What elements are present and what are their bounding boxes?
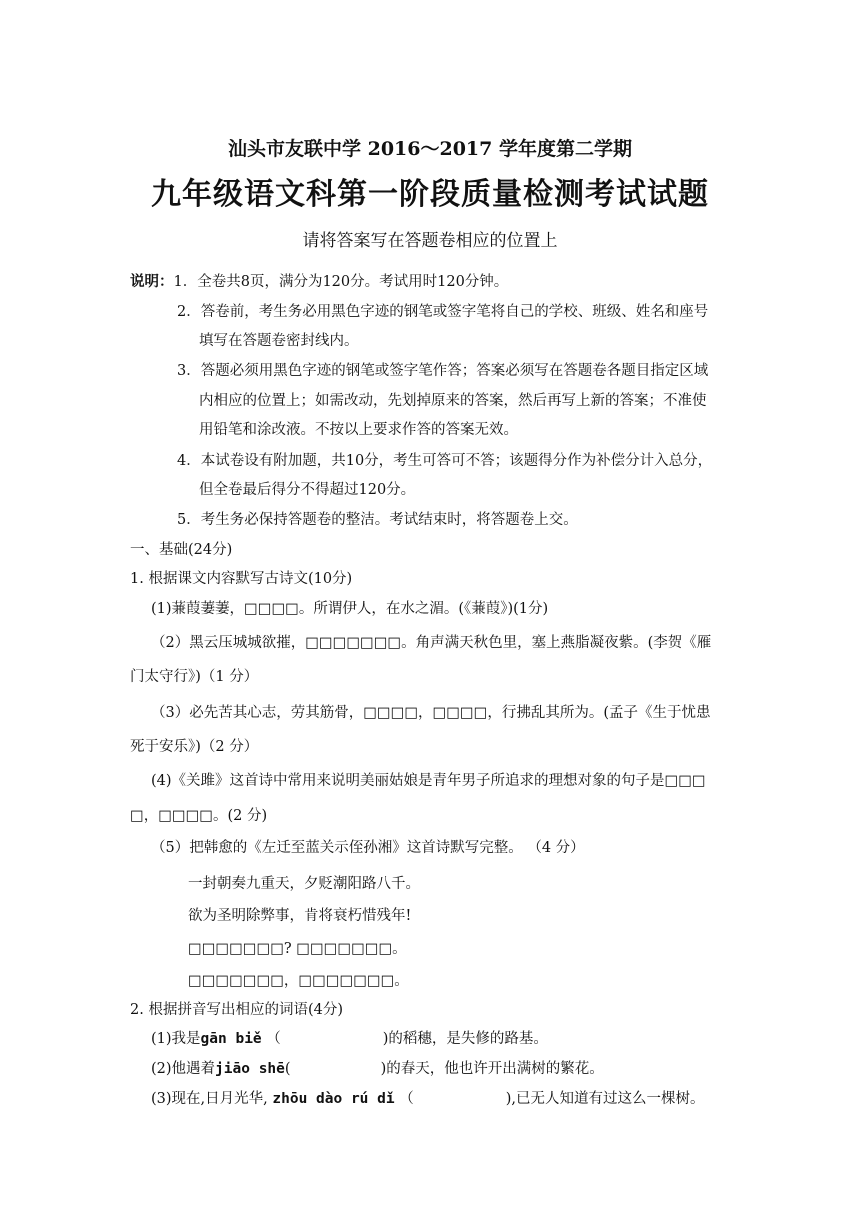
question-2-1-prefix: (1)我是 bbox=[151, 1031, 201, 1047]
question-2-3-pinyin: zhōu dào rú dǐ bbox=[272, 1091, 395, 1107]
notes-item-1-text: 1．全卷共8页，满分为120分。考试用时120分钟。 bbox=[173, 274, 509, 290]
question-1-4-line-1: (4)《关雎》这首诗中常用来说明美丽姑娘是青年男子所追求的理想对象的句子是□□□ bbox=[151, 773, 706, 789]
notes-item-1 bbox=[130, 272, 508, 292]
notes-item-3-line-3: 用铅笔和涂改液。不按以上要求作答的答案无效。 bbox=[199, 422, 518, 438]
question-2-1-suffix: )的稻穗，是失修的路基。 bbox=[382, 1031, 548, 1047]
question-1-5: （5）把韩愈的《左迁至蓝关示侄孙湘》这首诗默写完整。 （4 分） bbox=[151, 840, 585, 856]
notes-label: 说明： bbox=[130, 273, 174, 290]
school-term-heading: 汕头市友联中学 2016～2017 学年度第二学期 bbox=[228, 138, 632, 160]
question-2-3-prefix: (3)现在,日月光华, bbox=[151, 1091, 273, 1107]
question-1-4-line-2: □，□□□□。(2 分) bbox=[130, 808, 268, 824]
question-2-3-suffix: ),已无人知道有过这么一棵树。 bbox=[505, 1091, 705, 1107]
question-2-3-paren: （ bbox=[399, 1091, 414, 1107]
exam-title: 九年级语文科第一阶段质量检测考试试题 bbox=[151, 177, 709, 212]
question-2-2 bbox=[151, 1059, 604, 1079]
question-2-2-pinyin: jiāo shē bbox=[215, 1061, 285, 1077]
question-1-title: 1. 根据课文内容默写古诗文(10分) bbox=[130, 571, 353, 587]
poem-line-1: 一封朝奏九重天，夕贬潮阳路八千。 bbox=[188, 876, 420, 892]
question-2-title: 2. 根据拼音写出相应的词语(4分) bbox=[130, 1002, 343, 1018]
poem-line-3-blanks: □□□□□□□? □□□□□□□。 bbox=[188, 941, 407, 957]
notes-item-5: 5．考生务必保持答题卷的整洁。考试结束时，将答题卷上交。 bbox=[177, 512, 578, 528]
question-1-1: (1)蒹葭萋萋，□□□□。所谓伊人，在水之湄。(《蒹葭》)(1分) bbox=[151, 601, 549, 617]
question-2-2-paren: ( bbox=[284, 1061, 291, 1077]
question-2-2-prefix: (2)他遇着 bbox=[151, 1061, 216, 1077]
notes-item-4-line-1: 4．本试卷设有附加题，共10分，考生可答可不答；该题得分作为补偿分计入总分， bbox=[177, 453, 713, 469]
notes-item-2-line-2: 填写在答题卷密封线内。 bbox=[199, 333, 359, 349]
question-1-2-line-1: （2）黑云压城城欲摧，□□□□□□□。角声满天秋色里，塞上燕脂凝夜紫。(李贺《雁 bbox=[151, 635, 712, 651]
answer-instruction: 请将答案写在答题卷相应的位置上 bbox=[302, 231, 558, 251]
question-1-2-line-2: 门太守行》)（1 分） bbox=[130, 669, 259, 685]
question-2-2-suffix: )的春天，他也许开出满树的繁花。 bbox=[380, 1061, 604, 1077]
section-1-title: 一、基础(24分) bbox=[130, 542, 233, 558]
notes-item-3-line-1: 3．答题必须用黑色字迹的钢笔或签字笔作答；答案必须写在答题卷各题目指定区域 bbox=[177, 363, 709, 379]
question-1-3-line-1: （3）必先苦其心志，劳其筋骨，□□□□，□□□□，行拂乱其所为。(孟子《生于忧患 bbox=[151, 705, 711, 721]
question-1-3-line-2: 死于安乐》)（2 分） bbox=[130, 739, 259, 755]
notes-item-2-line-1: 2．答卷前，考生务必用黑色字迹的钢笔或签字笔将自己的学校、班级、姓名和座号 bbox=[177, 304, 709, 320]
question-2-3 bbox=[151, 1089, 704, 1109]
poem-line-4-blanks: □□□□□□□，□□□□□□□。 bbox=[188, 973, 409, 989]
notes-item-4-line-2: 但全卷最后得分不得超过120分。 bbox=[199, 482, 416, 498]
poem-line-2: 欲为圣明除弊事，肯将衰朽惜残年! bbox=[188, 908, 412, 924]
question-2-1-paren: （ bbox=[266, 1031, 281, 1047]
notes-item-3-line-2: 内相应的位置上；如需改动，先划掉原来的答案，然后再写上新的答案；不准使 bbox=[199, 393, 707, 409]
question-2-1 bbox=[151, 1029, 548, 1049]
question-2-1-pinyin: gān biě bbox=[200, 1031, 262, 1047]
